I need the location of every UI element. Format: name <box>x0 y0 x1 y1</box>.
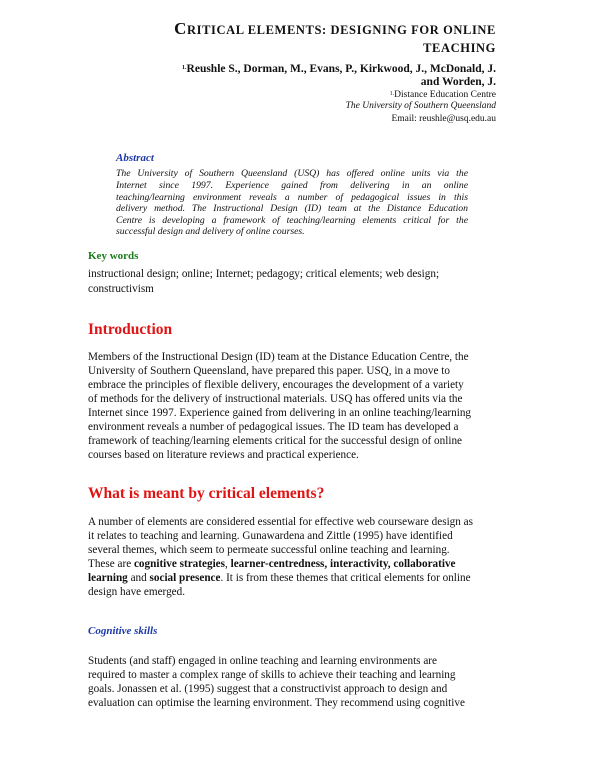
paper-title-line2: TEACHING <box>423 41 496 55</box>
introduction-line: environment reveals a number of pedagogical issues. The ID team has developed a <box>88 421 459 433</box>
abstract-line: Internet since 1997. Experience gained from delivering in an online <box>116 180 468 191</box>
affiliation-university: The University of Southern Queensland <box>345 101 496 111</box>
author-list-line2: and Worden, J. <box>420 76 496 88</box>
introduction-line: framework of teaching/learning elements critical for the successful design of online <box>88 435 463 447</box>
critical-line: These are cognitive strategies, learner-centredness, interactivity, collaborative <box>88 558 456 570</box>
abstract-line: Centre is developing a framework of teaching/learning elements critical for the <box>116 215 468 226</box>
cognitive-skills-heading: Cognitive skills <box>88 625 158 637</box>
introduction-heading: Introduction <box>88 321 173 338</box>
keywords-line: instructional design; online; Internet; pedagogy; critical elements; web design; <box>88 268 440 280</box>
critical-line: A number of elements are considered essential for effective web courseware design as <box>88 516 473 528</box>
affiliation-centre: $^{1.}$Distance Education Centre <box>389 90 496 100</box>
introduction-line: University of Southern Queensland, have prepared this paper. USQ, in a move to <box>88 365 450 377</box>
abstract-line: The University of Southern Queensland (USQ) has offered online units via the <box>116 168 468 179</box>
cognitive-line: evaluation can optimise the learning environment. They recommend using cognitive <box>88 697 465 709</box>
cognitive-line: goals. Jonassen et al. (1995) suggest that a constructivist approach to design and <box>88 683 448 695</box>
abstract-heading: Abstract <box>116 152 154 164</box>
introduction-line: Internet since 1997. Experience gained from delivering in an online teaching/learning <box>88 407 472 419</box>
introduction-line: embrace the principles of flexible delivery, encourages the development of a variety <box>88 379 464 391</box>
critical-line: several themes, which seem to permeate successful online teaching and learning. <box>88 544 450 556</box>
author-list-line1: $^{1.}$Reushle S., Dorman, M., Evans, P., Kirkwood, J., McDonald, J. <box>182 63 496 75</box>
cognitive-line: Students (and staff) engaged in online teaching and learning environments are <box>88 655 437 667</box>
critical-elements-heading: What is meant by critical elements? <box>88 485 325 502</box>
keywords-line: constructivism <box>88 283 154 295</box>
critical-line: design have emerged. <box>88 586 186 598</box>
affiliation-email: Email: reushle@usq.edu.au <box>391 114 496 124</box>
abstract-line: successful design and delivery of online courses. <box>116 226 305 237</box>
abstract-line: delivery method. The Instructional Design (ID) team at the Distance Education <box>116 203 468 214</box>
critical-line: it relates to teaching and learning. Gunawardena and Zittle (1995) have identified <box>88 530 453 542</box>
keywords-heading: Key words <box>88 250 139 262</box>
paper-title-line1: CRITICAL ELEMENTS: DESIGNING FOR ONLINE <box>174 19 496 38</box>
critical-line: learning and social presence. It is from these themes that critical elements for online <box>88 572 471 584</box>
cognitive-line: required to master a complex range of skills to achieve their teaching and learning <box>88 669 456 681</box>
introduction-line: of methods for the delivery of instructional materials. USQ has offered units via the <box>88 393 463 405</box>
abstract-line: teaching/learning environment reveals a number of pedagogical issues in this <box>116 192 468 203</box>
introduction-line: courses based on literature reviews and practical experience. <box>88 449 359 461</box>
introduction-line: Members of the Instructional Design (ID) team at the Distance Education Centre, the <box>88 351 469 363</box>
